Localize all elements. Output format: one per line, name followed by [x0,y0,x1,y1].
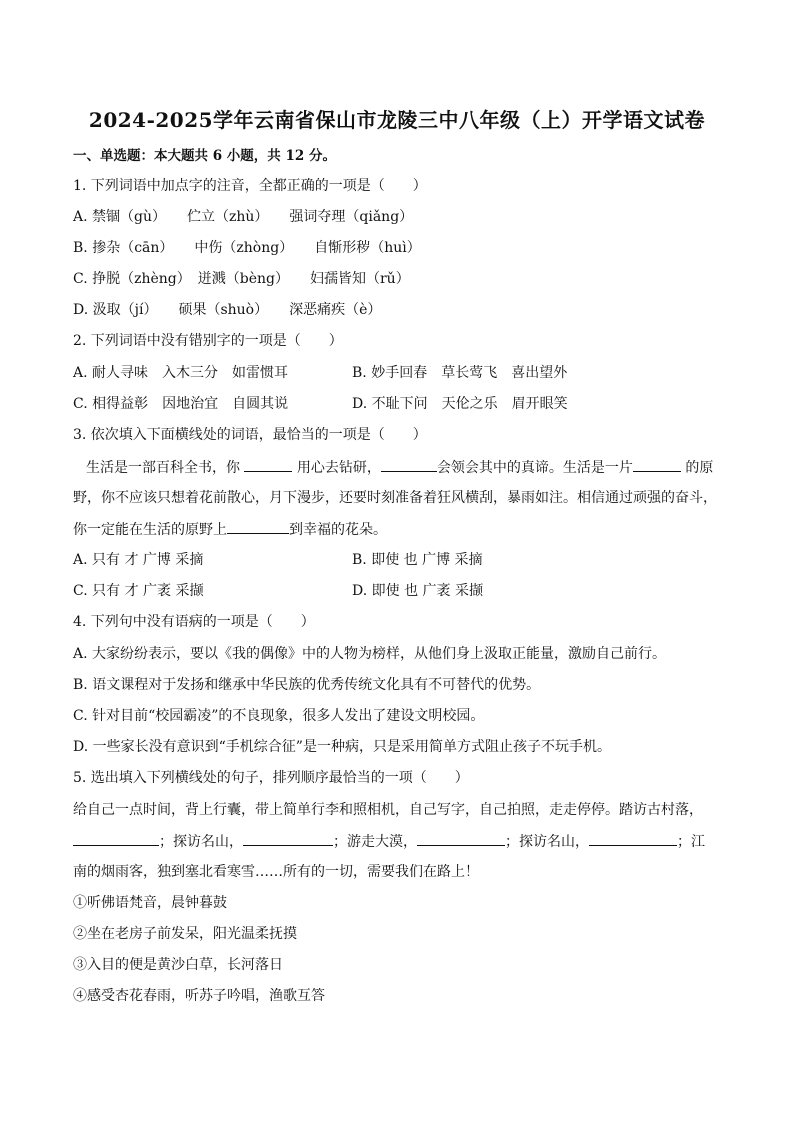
fill-blank[interactable] [244,457,292,472]
q3-passage-line-2: 野，你不应该只想着花前散心，月下漫步，还要时刻准备着狂风横刮，暴雨如注。相信通过顽强的奋斗， [73,490,717,506]
q4-option-d: D. 一些家长没有意识到“手机综合征”是一种病，只是采用简单方式阻止孩子不玩手机。 [73,739,611,755]
q3-passage-text: 用心去钻研， [292,460,381,476]
q2-option-c: C. 相得益彰 因地治宜 自圆其说 [73,396,289,412]
exam-title: 2024-2025学年云南省保山市龙陵三中八年级（上）开学语文试卷 [88,108,706,132]
q3-passage-line-1 [86,457,713,478]
q5-passage-line-2 [73,831,705,852]
q4-option-a: A. 大家纷纷表示，要以《我的偶像》中的人物为榜样，从他们身上汲取正能量，激励自己前行。 [73,646,667,662]
fill-blank[interactable] [243,831,333,846]
q3-passage-text: 会领会其中的真谛。生活是一片 [436,460,633,476]
q5-passage-line-3: 南的烟雨客，独到塞北看寒雪……所有的一切，需要我们在路上！ [73,864,479,880]
q2-option-a: A. 耐人寻味 入木三分 如雷惯耳 [73,365,289,381]
q5-stem: 5. 选出填入下列横线处的句子，排列顺序最恰当的一项（ ） [73,770,469,786]
q3-passage-text: 到幸福的花朵。 [289,522,387,538]
fill-blank[interactable] [73,831,159,846]
q3-option-b: B. 即使 也 广博 采摘 [352,552,483,568]
q1-option-d: D. 汲取（jí） 硕果（shuò） 深恶痛疾（è） [73,302,382,318]
q1-stem: 1. 下列词语中加点字的注音，全都正确的一项是（ ） [73,178,427,194]
fill-blank[interactable] [381,457,437,472]
q5-passage-line-1: 给自己一点时间，背上行囊，带上简单行李和照相机，自己写字，自己拍照，走走停停。踏访古村落， [73,802,703,818]
q3-passage-text: 的原 [680,460,714,476]
q2-option-d: D. 不耻下问 天伦之乐 眉开眼笑 [352,396,568,412]
fill-blank[interactable] [227,519,289,534]
q5-option-2: ②坐在老房子前发呆，阳光温柔抚摸 [73,926,297,942]
q1-option-c: C. 挣脱（zhèng） 迸溅（bèng） 妇孺皆知（rǔ） [73,271,410,287]
q5-option-4: ④感受杏花春雨，听苏子吟唱，渔歌互答 [73,988,325,1004]
q1-option-a: A. 禁锢（gù） 伫立（zhù） 强词夺理（qiǎng） [73,209,414,225]
q5-passage-text: ；游走大漠， [333,834,417,850]
q5-passage-text: ；探访名山， [505,834,589,850]
q3-option-a: A. 只有 才 广博 采摘 [73,552,204,568]
q2-stem: 2. 下列词语中没有错别字的一项是（ ） [73,333,343,349]
q4-option-c: C. 针对目前“校园霸凌”的不良现象，很多人发出了建设文明校园。 [73,708,485,724]
q5-option-1: ①听佛语梵音，晨钟暮鼓 [73,895,227,911]
q1-option-b: B. 掺杂（cān） 中伤（zhòng） 自惭形秽（huì） [73,240,421,256]
q3-passage-line-3 [73,519,387,540]
q2-option-b: B. 妙手回春 草长莺飞 喜出望外 [352,365,568,381]
q3-option-c: C. 只有 才 广袤 采撷 [73,583,204,599]
q4-option-b: B. 语文课程对于发扬和继承中华民族的优秀传统文化具有不可替代的优势。 [73,677,541,693]
fill-blank[interactable] [589,831,677,846]
q5-passage-text: ；探访名山， [159,834,243,850]
q3-passage-text: 你一定能在生活的原野上 [73,522,227,538]
q4-stem: 4. 下列句中没有语病的一项是（ ） [73,614,315,630]
q3-option-d: D. 即使 也 广袤 采撷 [352,583,483,599]
q3-passage-text: 生活是一部百科全书，你 [86,460,245,476]
fill-blank[interactable] [633,457,681,472]
fill-blank[interactable] [417,831,505,846]
section-heading: 一、单选题：本大题共 6 小题，共 12 分。 [73,148,336,164]
q5-option-3: ③入目的便是黄沙白草，长河落日 [73,957,283,973]
q5-passage-text: ；江 [677,834,705,850]
q3-stem: 3. 依次填入下面横线处的词语，最恰当的一项是（ ） [73,427,427,443]
